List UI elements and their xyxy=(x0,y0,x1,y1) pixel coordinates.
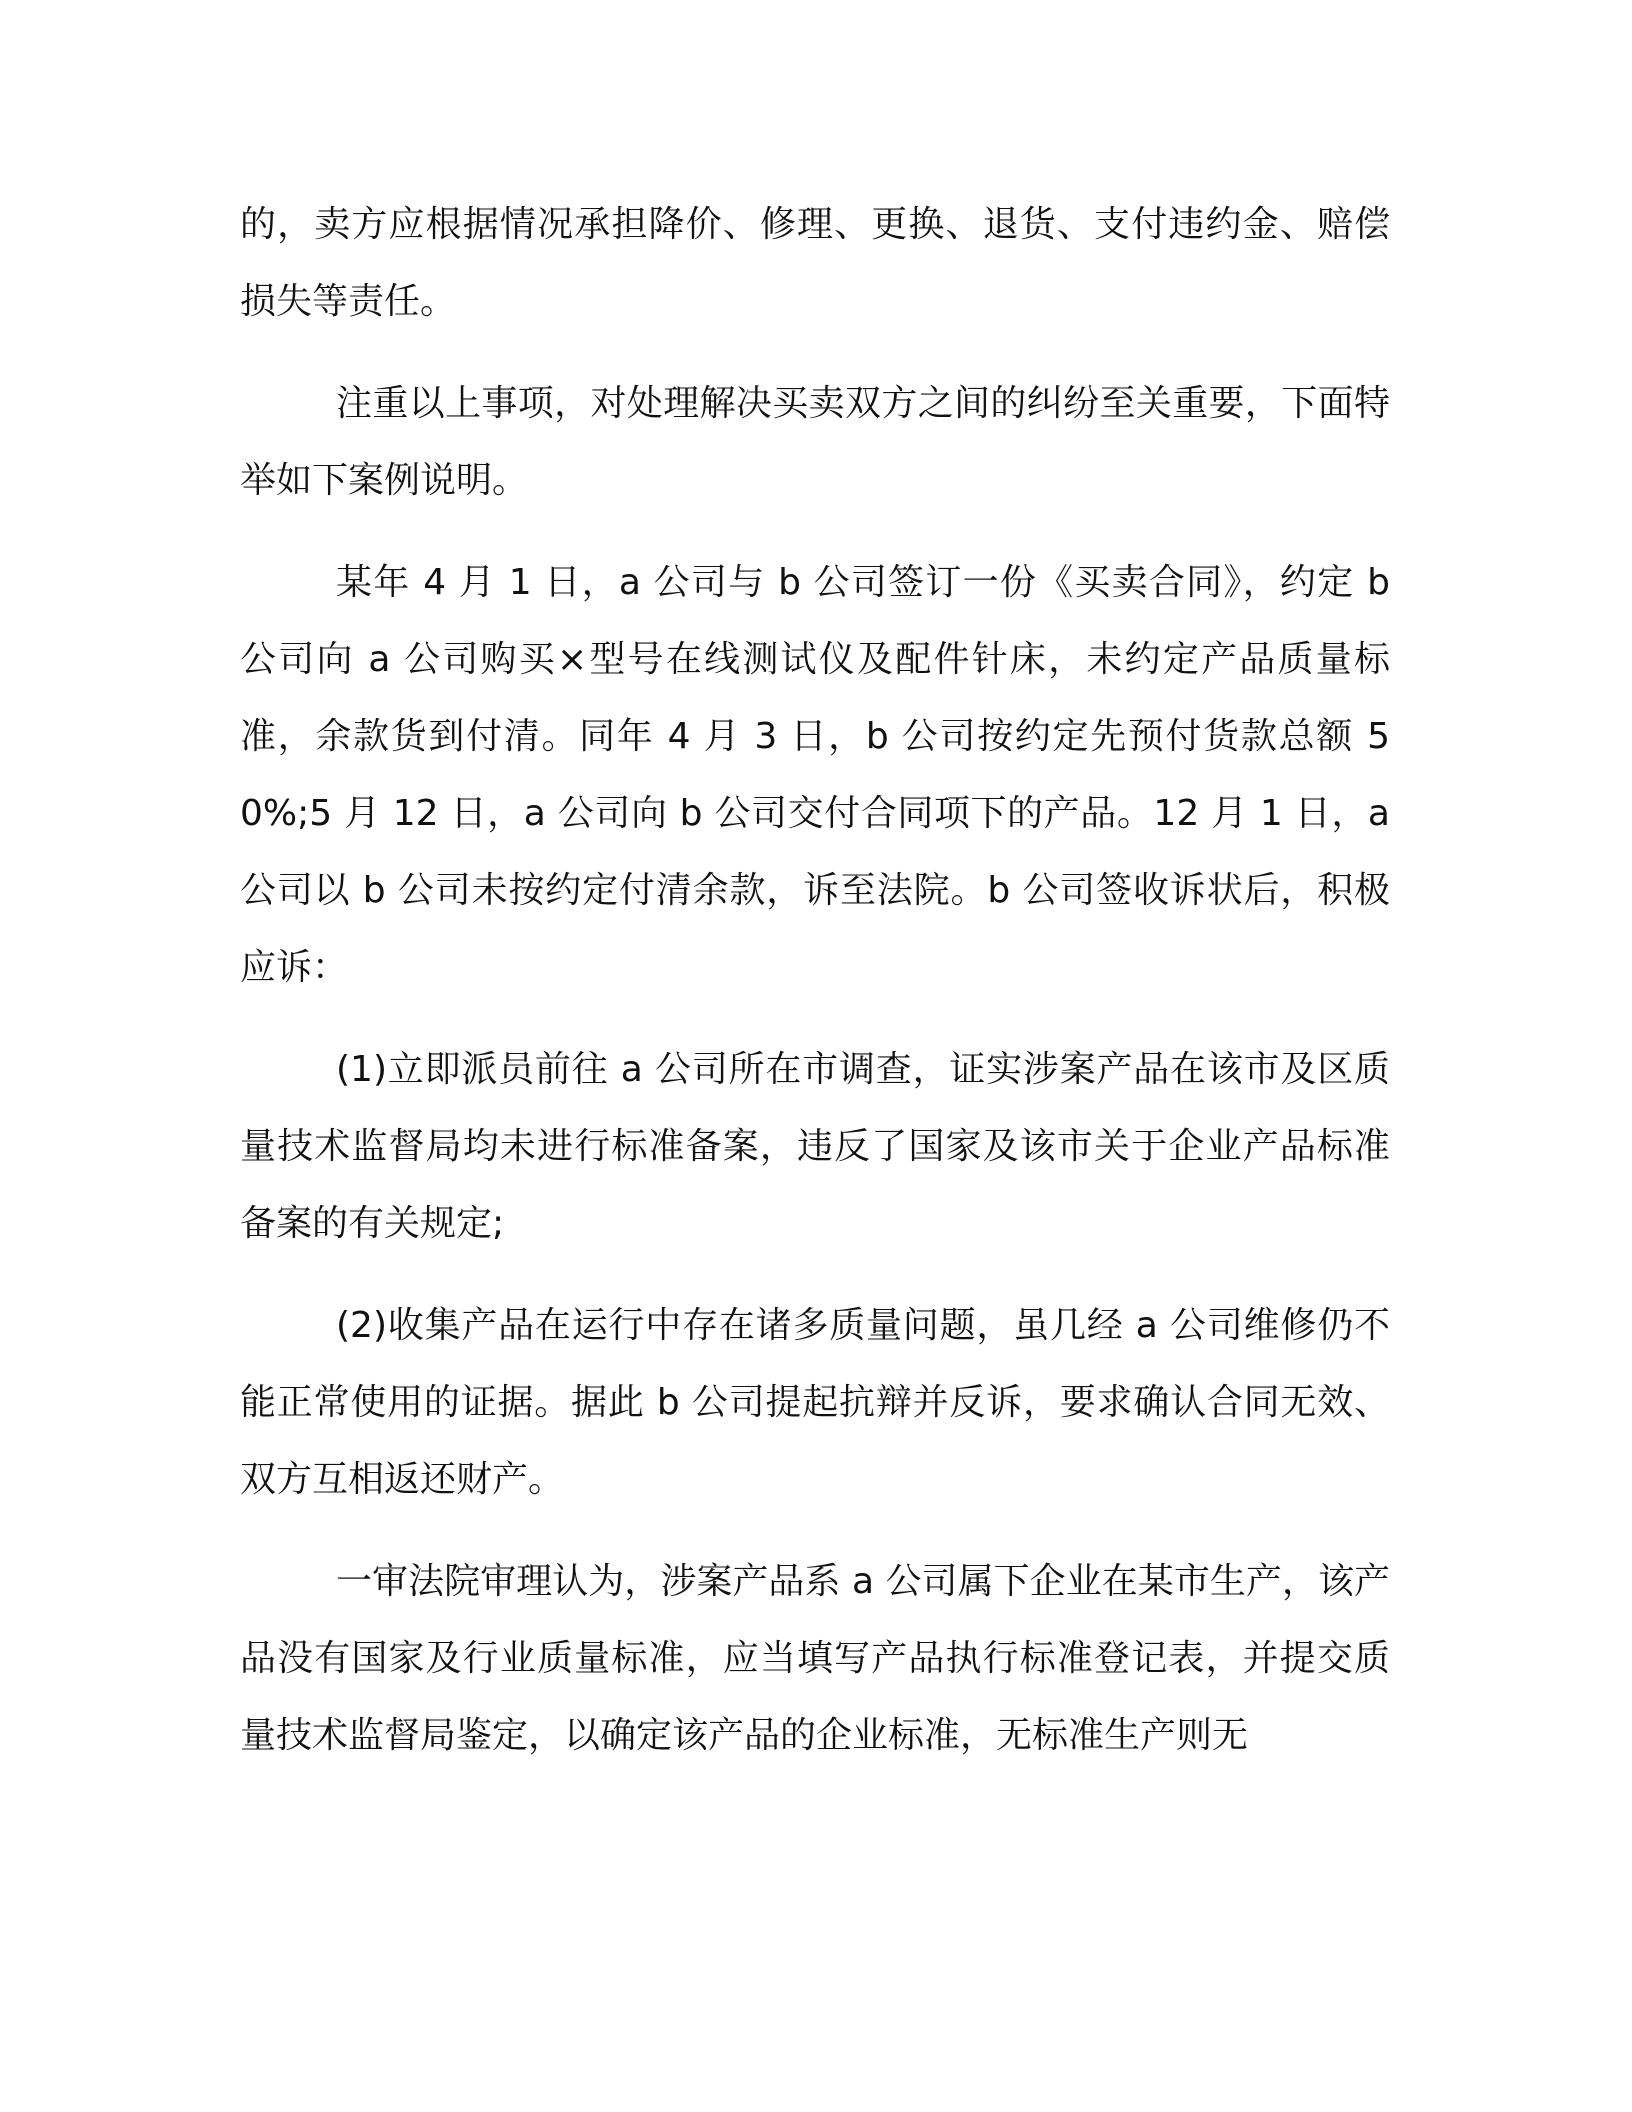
paragraph-response-item-1: (1)立即派员前往 a 公司所在市调查，证实涉案产品在该市及区质量技术监督局均未进行标准备案，违反了国家及该市关于企业产品标准备案的有关规定; xyxy=(240,1049,1390,1244)
document-body xyxy=(240,186,1390,1799)
paragraph-court-finding: 一审法院审理认为，涉案产品系 a 公司属下企业在某市生产，该产品没有国家及行业质量标准，应当填写产品执行标准登记表，并提交质量技术监督局鉴定，以确定该产品的企业标准，无标准生产则无 xyxy=(240,1561,1390,1756)
paragraph-intro-note: 注重以上事项，对处理解决买卖双方之间的纠纷至关重要，下面特举如下案例说明。 xyxy=(240,383,1390,501)
paragraph-continuation: 的，卖方应根据情况承担降价、修理、更换、退货、支付违约金、赔偿损失等责任。 xyxy=(240,204,1390,322)
paragraph-response-item-2: (2)收集产品在运行中存在诸多质量问题，虽几经 a 公司维修仍不能正常使用的证据。据此 b 公司提起抗辩并反诉，要求确认合同无效、双方互相返还财产。 xyxy=(240,1305,1390,1500)
paragraph-case-facts: 某年 4 月 1 日，a 公司与 b 公司签订一份《买卖合同》，约定 b 公司向 a 公司购买×型号在线测试仪及配件针床，未约定产品质量标准，余款货到付清。同年 4 月 3 日，b 公司按约定先预付货款总额 50%;5 月 12 日，a 公司向 b 公司交付合同项下的产品。12 月 1 日，a 公司以 b 公司未按约定付清余款，诉至法院。b 公司签收诉状后，积极应诉： xyxy=(240,562,1390,988)
